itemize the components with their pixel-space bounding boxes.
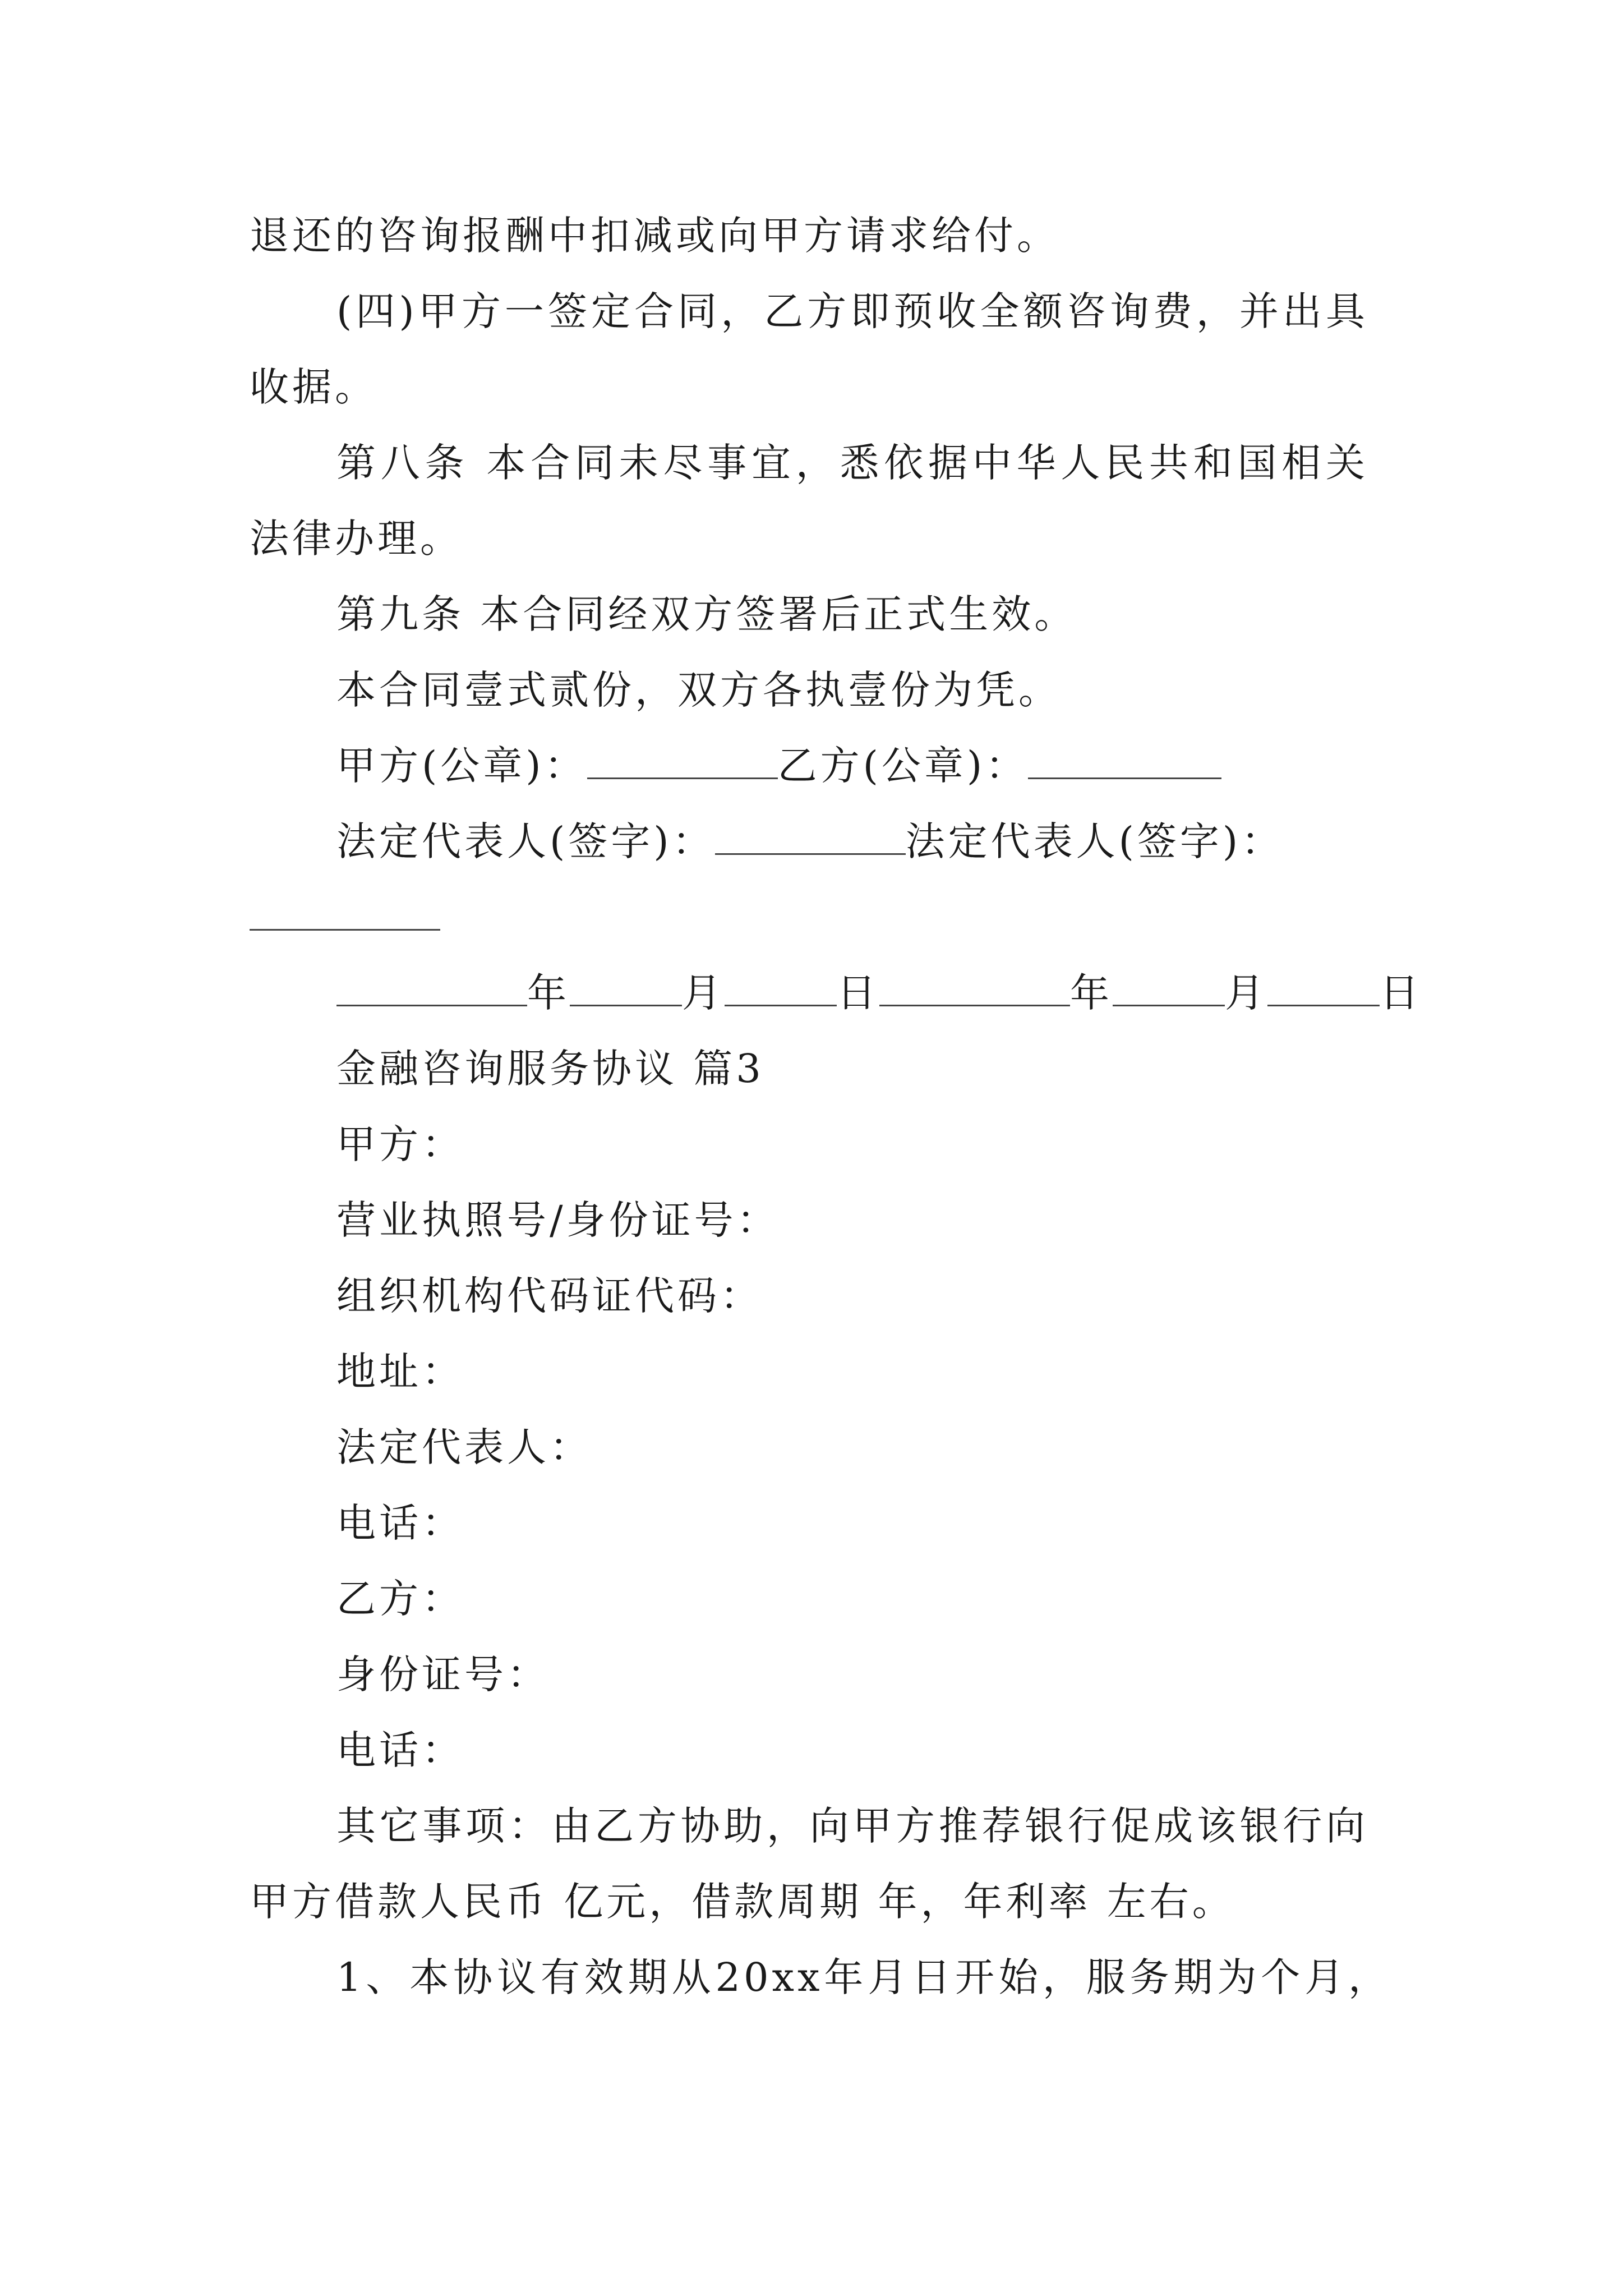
legal-rep-field: 法定代表人： (336, 1424, 592, 1470)
paragraph-line: 第八条 本合同未尽事宜，悉依据中华人民共和国相关 (336, 440, 1368, 486)
year-b-blank[interactable] (879, 971, 1070, 1006)
year-a-blank[interactable] (336, 971, 527, 1006)
phone-a-field: 电话： (336, 1500, 464, 1546)
address-field: 地址： (336, 1349, 464, 1395)
rep-b-blank[interactable] (250, 895, 440, 931)
org-code-field: 组织机构代码证代码： (336, 1273, 763, 1319)
day-a-blank[interactable] (725, 971, 837, 1006)
rep-b-blank-line (250, 892, 440, 942)
month-label: 月 (1225, 970, 1267, 1016)
party-a-field: 甲方： (336, 1121, 464, 1167)
party-a-seal-blank[interactable] (587, 744, 778, 779)
month-label: 月 (682, 970, 725, 1016)
id-number-field: 身份证号： (336, 1651, 550, 1697)
paragraph-line: 甲方借款人民币 亿元，借款周期 年，年利率 左右。 (250, 1879, 1235, 1925)
month-b-blank[interactable] (1113, 971, 1225, 1006)
date-line (336, 968, 1422, 1018)
day-b-blank[interactable] (1267, 971, 1380, 1006)
year-label: 年 (527, 970, 570, 1016)
paragraph-line: 收据。 (250, 364, 377, 410)
party-b-field: 乙方： (336, 1576, 464, 1622)
representative-line (336, 816, 1284, 867)
paragraph-line: 第九条 本合同经双方签署后正式生效。 (336, 591, 1077, 637)
party-b-seal-blank[interactable] (1028, 744, 1221, 779)
paragraph-line: 退还的咨询报酬中扣减或向甲方请求给付。 (250, 213, 1059, 259)
rep-a-blank[interactable] (715, 820, 906, 855)
paragraph-line: 本合同壹式贰份，双方各执壹份为凭。 (336, 667, 1061, 713)
party-a-seal-label: 甲方(公章)： (336, 743, 587, 789)
paragraph-line: 其它事项：由乙方协助，向甲方推荐银行促成该银行向 (336, 1803, 1368, 1849)
paragraph-line: 法律办理。 (250, 516, 463, 562)
day-label: 日 (1380, 970, 1422, 1016)
seal-line (336, 740, 1221, 791)
rep-a-label: 法定代表人(签字)： (336, 818, 715, 864)
section-title: 金融咨询服务协议 篇3 (336, 1046, 764, 1092)
month-a-blank[interactable] (570, 971, 682, 1006)
paragraph-line: 1、本协议有效期从20xx年月日开始，服务期为个月， (336, 1954, 1391, 2000)
rep-b-label: 法定代表人(签字)： (905, 818, 1284, 864)
party-b-seal-label: 乙方(公章)： (777, 743, 1029, 789)
phone-b-field: 电话： (336, 1727, 464, 1773)
license-field: 营业执照号/身份证号： (336, 1197, 780, 1243)
paragraph-line: (四)甲方一签定合同，乙方即预收全额咨询费，并出具 (336, 288, 1368, 334)
day-label: 日 (837, 970, 879, 1016)
year-label: 年 (1070, 970, 1113, 1016)
